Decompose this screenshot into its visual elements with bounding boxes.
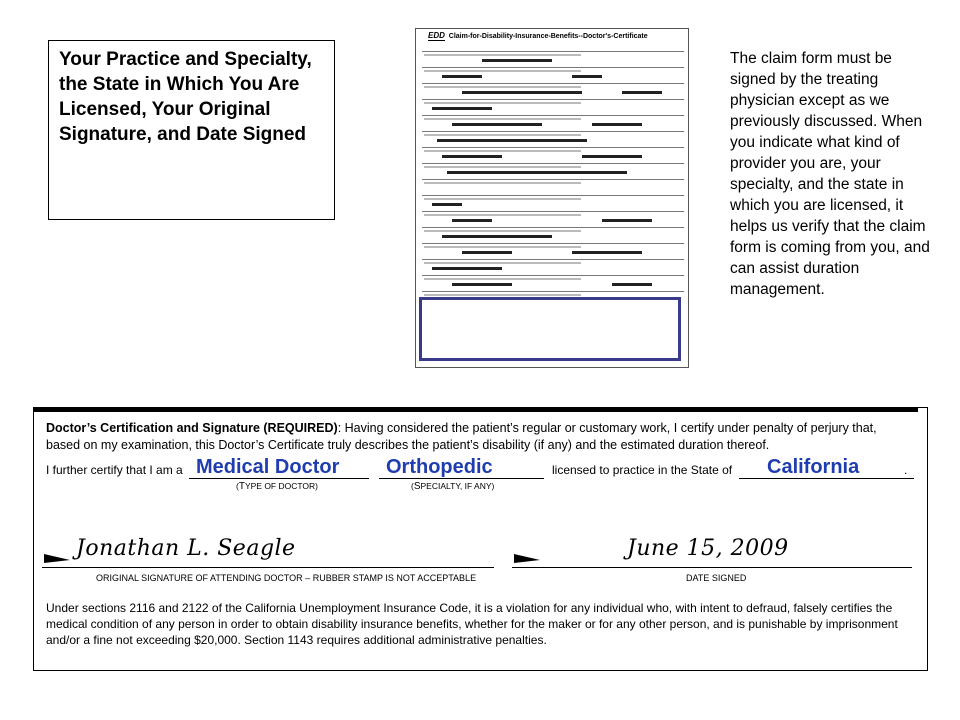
edd-logo: EDD <box>428 31 445 40</box>
specialty-underline <box>379 478 544 479</box>
callout-text: Your Practice and Specialty, the State in Which You Are Licensed, Your Original Signature, and Date Signed <box>59 49 312 145</box>
thumbnail-title: Claim-for-Disability-Insurance-Benefits--Doctor's-Certificate <box>448 33 648 40</box>
certify-prefix: I further certify that I am a <box>46 463 183 477</box>
certification-statement <box>46 420 901 454</box>
state-period: . <box>904 463 908 477</box>
specialty-field[interactable]: Orthopedic <box>386 456 493 478</box>
thumbnail-header <box>428 31 648 40</box>
signature-arrow-icon <box>44 552 70 564</box>
type-of-doctor-caption: (TYPE OF DOCTOR) <box>236 481 319 492</box>
state-underline <box>739 478 914 479</box>
signature-caption: ORIGINAL SIGNATURE OF ATTENDING DOCTOR – RUBBER STAMP IS NOT ACCEPTABLE <box>96 573 477 583</box>
signature-underline <box>42 567 494 568</box>
doctor-type-underline <box>189 478 369 479</box>
signature-field[interactable]: Jonathan L. Seagle <box>76 536 296 561</box>
certification-body: : Having considered the patient’s regular or customary work, I certify under penalty of perjury that, based on my examination, this Doctor’s Certificate truly describes the patient’s disability (if any) and the estimated duration thereof. <box>46 421 877 452</box>
thumbnail-form-rows <box>422 51 684 307</box>
date-caption: DATE SIGNED <box>686 573 747 583</box>
callout-box <box>48 40 335 220</box>
licensed-text: licensed to practice in the State of <box>552 463 733 477</box>
form-thumbnail <box>415 28 689 368</box>
specialty-caption: (SPECIALTY, IF ANY) <box>411 481 495 492</box>
doctor-type-field[interactable]: Medical Doctor <box>196 456 340 478</box>
fraud-penalty-notice: Under sections 2116 and 2122 of the California Unemployment Insurance Code, it is a violation for any individual who, with intent to defraud, falsely certifies the medical condition of any person in order to obtain disability insurance benefits, whether for the maker or for any other person, and is punishable by imprisonment and/or a fine not exceeding $20,000. Section 1143 requires additional administrative penalties. <box>46 601 898 647</box>
date-underline <box>512 567 912 568</box>
section-top-rule <box>34 408 918 412</box>
doctor-certification-section <box>33 407 928 671</box>
explanation-text: The claim form must be signed by the treating physician except as we previously discussed. When you indicate what kind of provider you are, your specialty, and the state in which you are licensed, it helps us verify that the claim form is coming from you, and can assist duration management. <box>730 50 930 298</box>
certification-heading: Doctor’s Certification and Signature (REQUIRED) <box>46 421 338 435</box>
state-field[interactable]: California <box>767 456 860 478</box>
date-signed-field[interactable]: June 15, 2009 <box>627 536 789 561</box>
signature-section-highlight <box>419 297 681 361</box>
date-arrow-icon <box>514 552 540 564</box>
